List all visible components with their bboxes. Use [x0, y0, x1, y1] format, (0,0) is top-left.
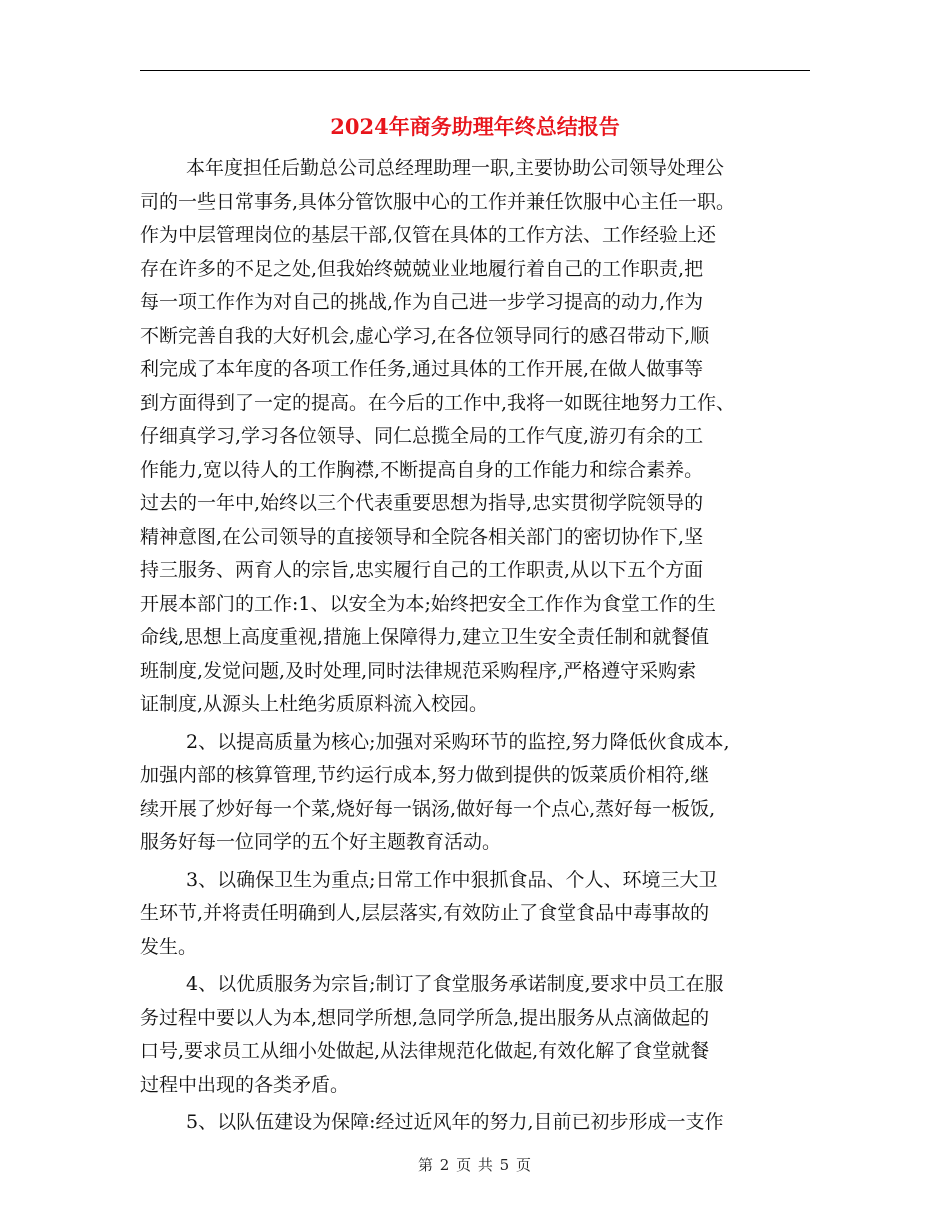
document-body: [140, 152, 810, 1140]
paragraph-1-line-6: 不断完善自我的大好机会,虚心学习,在各位领导同行的感召带动下,顺: [140, 324, 710, 347]
paragraph-1-line-10: 作能力,宽以待人的工作胸襟,不断提高自身的工作能力和综合素养。: [140, 458, 704, 481]
paragraph-5-line-1: 5、以队伍建设为保障:经过近风年的努力,目前已初步形成一支作: [186, 1111, 724, 1133]
paragraph-4-line-4: 过程中出现的各类矛盾。: [140, 1073, 350, 1096]
paragraph-1-line-9: 仔细真学习,学习各位领导、同仁总揽全局的工作气度,游刃有余的工: [140, 425, 704, 447]
paragraph-1-line-4: 存在许多的不足之处,但我始终兢兢业业地履行着自己的工作职责,把: [140, 257, 704, 280]
paragraph-1-line-17: 证制度,从源头上杜绝劣质原料流入校园。: [140, 693, 489, 715]
paragraph-3-line-3: 发生。: [140, 935, 198, 958]
paragraph-1-line-3: 作为中层管理岗位的基层干部,仅管在具体的工作方法、工作经验上还: [140, 224, 717, 246]
paragraph-1-line-15: 命线,思想上高度重视,措施上保障得力,建立卫生安全责任制和就餐值: [140, 626, 710, 648]
paragraph-1-line-16: 班制度,发觉问题,及时处理,同时法律规范采购程序,严格遵守采购索: [140, 659, 697, 682]
paragraph-3-line-2: 生环节,并将责任明确到人,层层落实,有效防止了食堂食品中毒事故的: [140, 902, 710, 924]
paragraph-1-line-8: 到方面得到了一定的提高。在今后的工作中,我将一如既往地努力工作、: [140, 391, 736, 414]
paragraph-1-line-5: 每一项工作作为对自己的挑战,作为自己进一步学习提高的动力,作为: [140, 291, 704, 313]
paragraph-1-line-11: 过去的一年中,始终以三个代表重要思想为指导,忠实贯彻学院领导的: [140, 492, 704, 514]
paragraph-2-line-4: 服务好每一位同学的五个好主题教育活动。: [140, 831, 502, 853]
document-title: 2024年商务助理年终总结报告: [330, 114, 620, 139]
paragraph-1-line-14: 开展本部门的工作:1、以安全为本;始终把安全工作作为食堂工作的生: [140, 592, 716, 615]
paragraph-1-line-1: 本年度担任后勤总公司总经理助理一职,主要协助公司领导处理公: [186, 157, 725, 179]
paragraph-2-line-1: 2、以提高质量为核心;加强对采购环节的监控,努力降低伙食成本,: [186, 730, 730, 753]
page-number-footer: 第 2 页 共 5 页: [418, 1156, 532, 1174]
header-rule: [140, 70, 810, 71]
paragraph-4-line-2: 务过程中要以人为本,想同学所想,急同学所急,提出服务从点滴做起的: [140, 1006, 710, 1029]
paragraph-2-line-3: 续开展了炒好每一个菜,烧好每一锅汤,做好每一个点心,蒸好每一板饭,: [140, 797, 716, 820]
paragraph-3-line-1: 3、以确保卫生为重点;日常工作中狠抓食品、个人、环境三大卫: [186, 868, 718, 891]
paragraph-1-line-7: 利完成了本年度的各项工作任务,通过具体的工作开展,在做人做事等: [140, 358, 704, 380]
paragraph-2-line-2: 加强内部的核算管理,节约运行成本,努力做到提供的饭菜质价相符,继: [140, 764, 710, 786]
paragraph-1-line-2: 司的一些日常事务,具体分管饮服中心的工作并兼任饮服中心主任一职。: [140, 190, 736, 213]
paragraph-4-line-1: 4、以优质服务为宗旨;制订了食堂服务承诺制度,要求中员工在服: [186, 973, 724, 995]
paragraph-1-line-12: 精神意图,在公司领导的直接领导和全院各相关部门的密切协作下,坚: [140, 525, 704, 548]
paragraph-4-line-3: 口号,要求员工从细小处做起,从法律规范化做起,有效化解了食堂就餐: [140, 1040, 710, 1062]
paragraph-1-line-13: 持三服务、两育人的宗旨,忠实履行自己的工作职责,从以下五个方面: [140, 559, 704, 581]
